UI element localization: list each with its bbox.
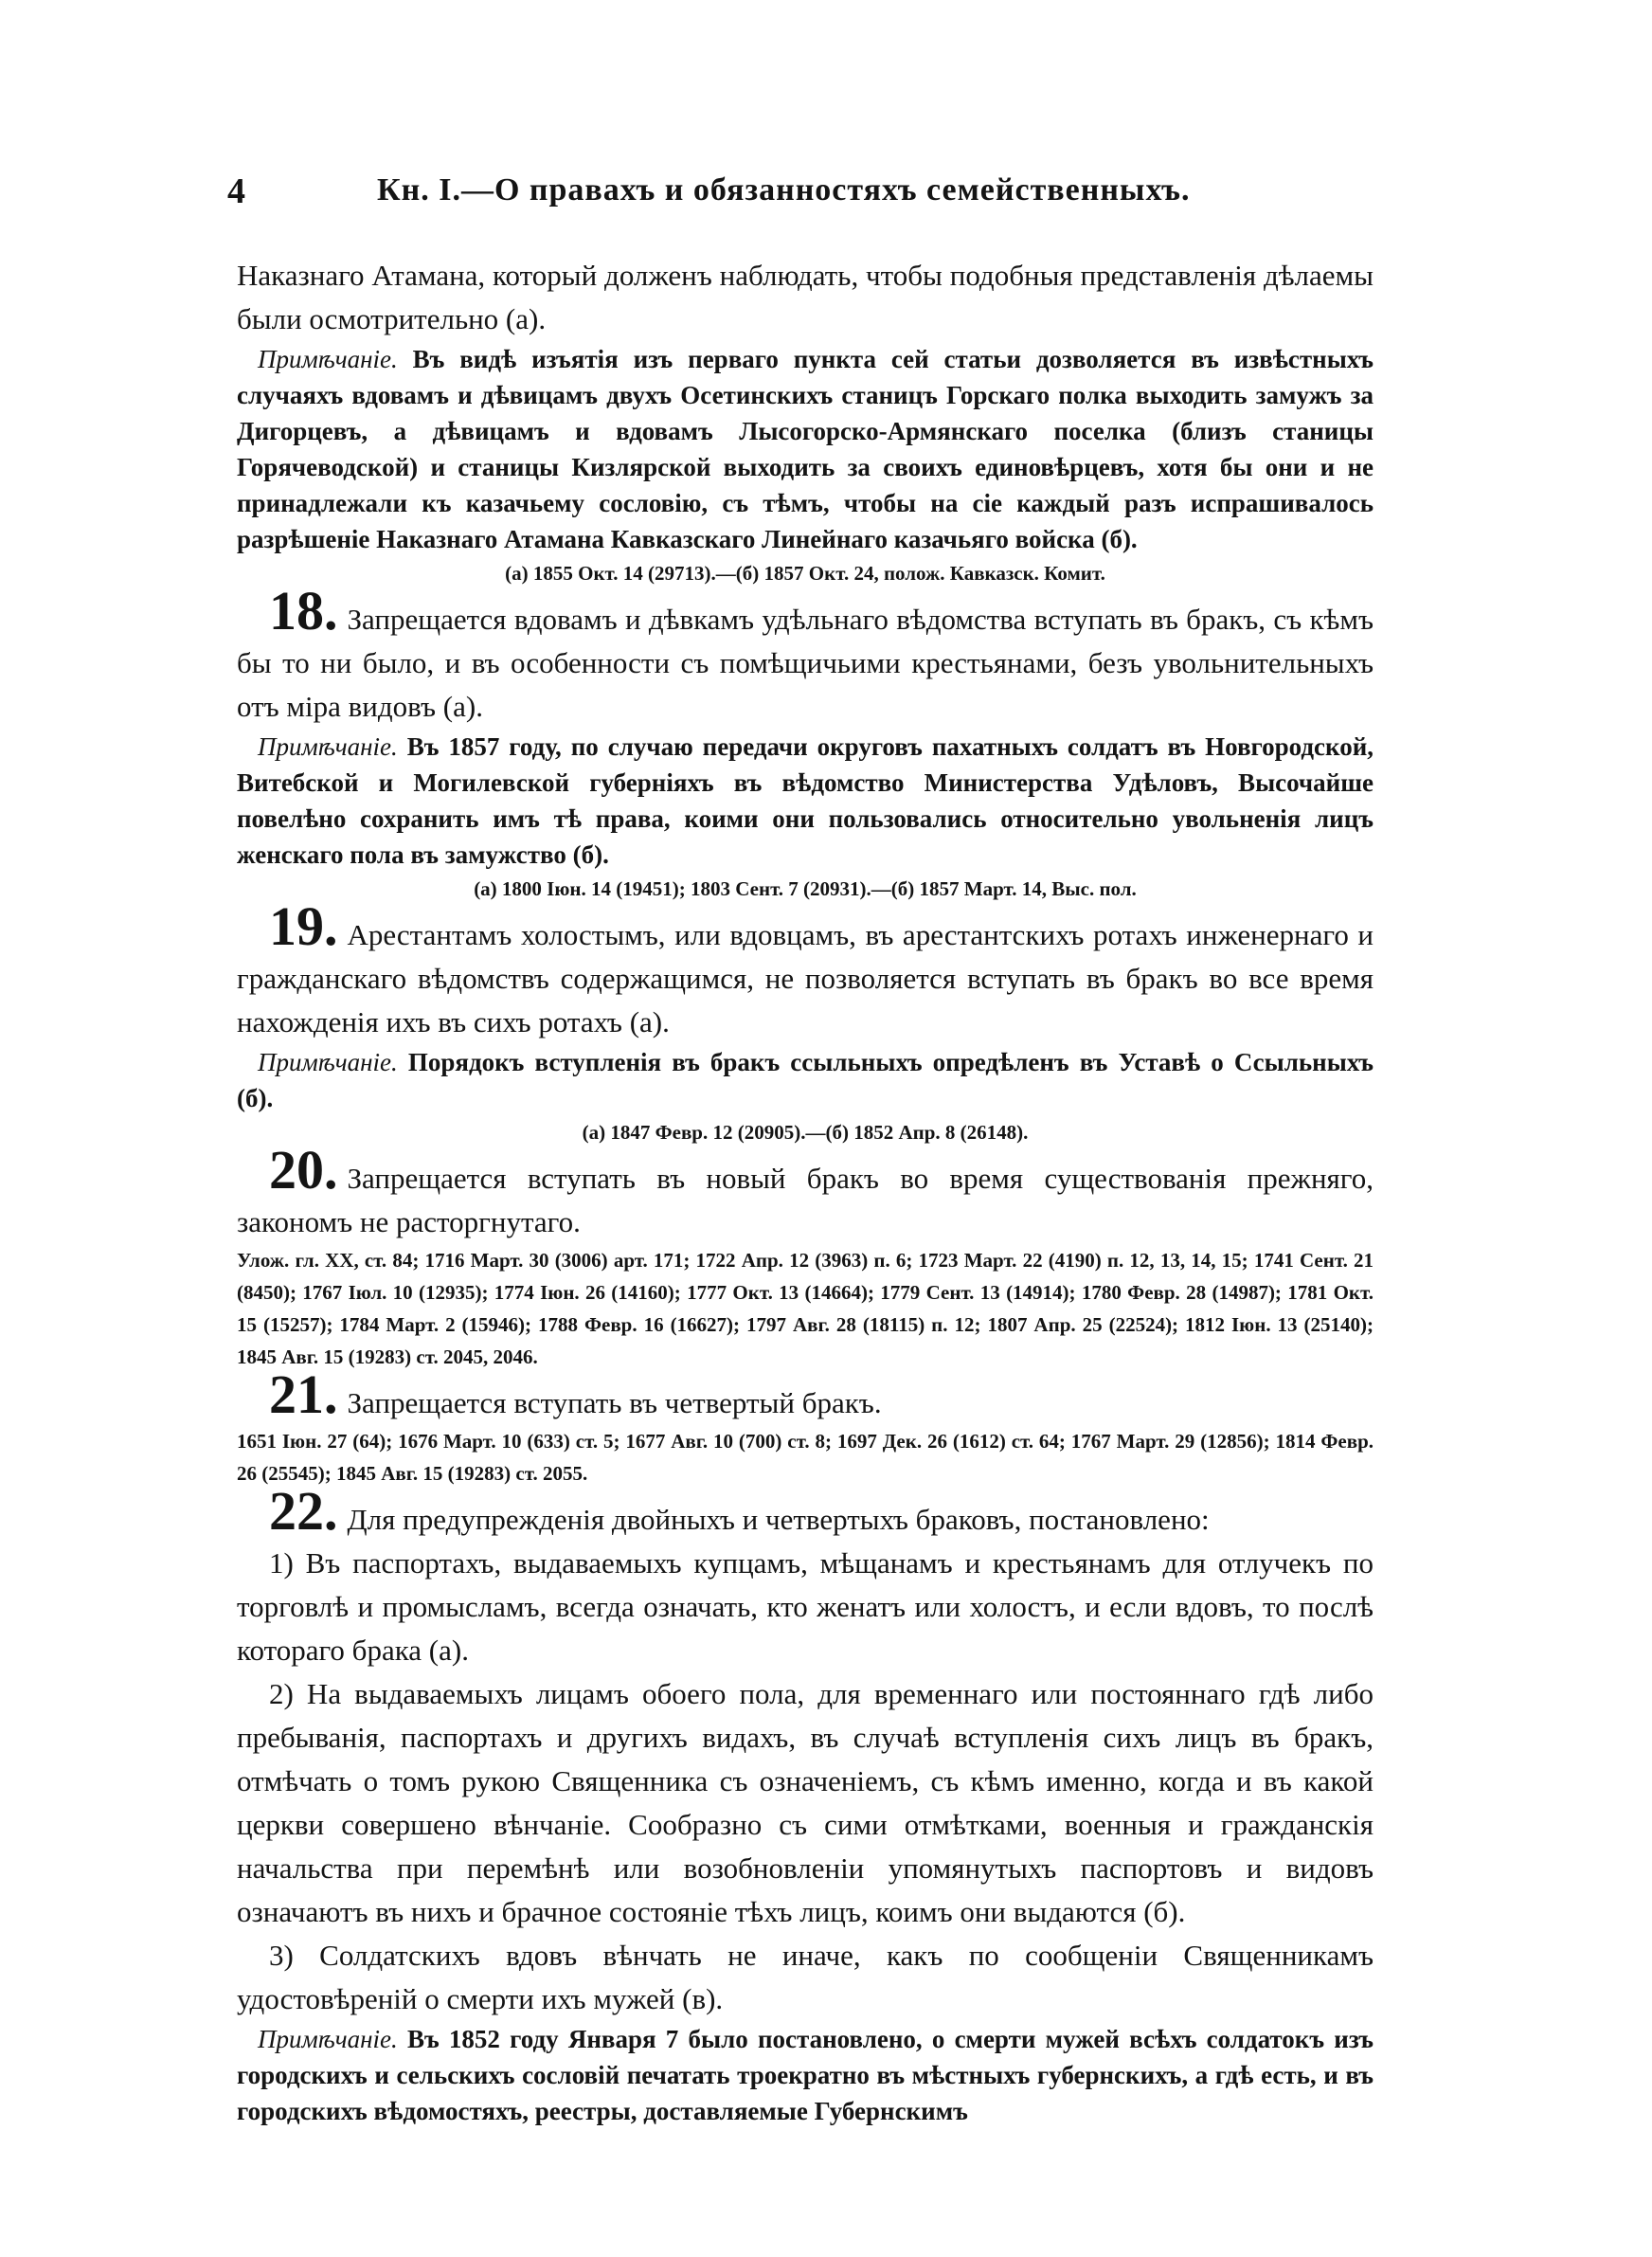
note-text: Въ 1852 году Января 7 было постановлено, о смерти мужей всѣхъ солдатокъ изъ городскихъ и сельскихъ сословій печатать троекратно въ мѣстныхъ губернскихъ, а гдѣ есть, и въ городскихъ вѣдомостяхъ, реестры, доставляемые Губернскимъ: [237, 2025, 1374, 2125]
article-20: [237, 1139, 1374, 1244]
page-body: [237, 254, 1374, 2129]
article-number: 19.: [269, 895, 338, 957]
note-text: Въ видѣ изъятія изъ перваго пункта сей статьи дозволяется въ извѣстныхъ случаяхъ вдовамъ и дѣвицамъ двухъ Осетинскихъ станицъ Горскаго полка выходить замужъ за Дигорцевъ, а дѣвицамъ и вдовамъ Лысогорско-Армянскаго поселка (близъ станицы Горячеводской) и станицы Кизлярской выходить за своихъ единовѣрцевъ, хотя бы они и не принадлежали къ казачьему сословію, съ тѣмъ, чтобы на сіе каждый разъ испрашивалось разрѣшеніе Наказнаго Атамана Кавказскаго Линейнаго казачьяго войска (б).: [237, 345, 1374, 553]
article-22-item-3: 3) Солдатскихъ вдовъ вѣнчать не иначе, какъ по сообщеніи Священникамъ удостовѣреній о смерти ихъ мужей (в).: [237, 1939, 1374, 2015]
intro-note: [237, 341, 1374, 557]
running-title: Кн. I.—О правахъ и обязанностяхъ семейственныхъ.: [377, 172, 1191, 208]
intro-citation: (а) 1855 Окт. 14 (29713).—(б) 1857 Окт. 24, полож. Кавказск. Комит.: [505, 562, 1105, 585]
article-number: 21.: [269, 1363, 338, 1425]
note-label: Примѣчаніе.: [258, 2025, 398, 2053]
note-label: Примѣчаніе.: [258, 345, 398, 373]
page-header: [227, 171, 1364, 227]
article-number: 20.: [269, 1139, 338, 1201]
article-number: 22.: [269, 1480, 338, 1542]
article-21-citation: 1651 Іюн. 27 (64); 1676 Март. 10 (633) ст. 5; 1677 Авг. 10 (700) ст. 8; 1697 Дек. 26 (1612) ст. 64; 1767 Март. 29 (12856); 1814 Февр. 26 (25545); 1845 Авг. 15 (19283) ст. 2055.: [237, 1430, 1374, 1485]
article-20-citation: Улож. гл. XX, ст. 84; 1716 Март. 30 (3006) арт. 171; 1722 Апр. 12 (3963) п. 6; 1723 Март. 22 (4190) п. 12, 13, 14, 15; 1741 Сент. 21 (8450); 1767 Іюл. 10 (12935); 1774 Іюн. 26 (14160); 1777 Окт. 13 (14664); 1779 Сент. 13 (14914); 1780 Февр. 28 (14987); 1781 Окт. 15 (15257); 1784 Март. 2 (15946); 1788 Февр. 16 (16627); 1797 Авг. 28 (18115) п. 12; 1807 Апр. 25 (22524); 1812 Іюн. 13 (25140); 1845 Авг. 15 (19283) ст. 2045, 2046.: [237, 1249, 1374, 1368]
article-text: Для предупрежденія двойныхъ и четвертыхъ браковъ, постановлено:: [347, 1503, 1210, 1536]
note-text: Порядокъ вступленія въ бракъ ссыльныхъ опредѣленъ въ Уставѣ о Ссыльныхъ (б).: [237, 1048, 1374, 1112]
article-text: Запрещается вдовамъ и дѣвкамъ удѣльнаго вѣдомства вступать въ бракъ, съ кѣмъ бы то ни было, и въ особенности съ помѣщичьими крестьянами, безъ увольнительныхъ отъ міра видовъ (а).: [237, 603, 1374, 723]
article-18: [237, 580, 1374, 729]
article-18-note: [237, 729, 1374, 873]
article-19-citation: (а) 1847 Февр. 12 (20905).—(б) 1852 Апр. 8 (26148).: [582, 1121, 1029, 1144]
intro-paragraph: Наказнаго Атамана, который долженъ наблюдать, чтобы подобныя представленія дѣлаемы были осмотрительно (а).: [237, 259, 1374, 335]
article-21: [237, 1363, 1374, 1425]
note-label: Примѣчаніе.: [258, 1048, 398, 1076]
note-label: Примѣчаніе.: [258, 732, 398, 761]
article-18-citation: (а) 1800 Іюн. 14 (19451); 1803 Сент. 7 (20931).—(б) 1857 Март. 14, Выс. пол.: [474, 877, 1137, 900]
page-number: 4: [227, 172, 245, 211]
article-22-item-1: 1) Въ паспортахъ, выдаваемыхъ купцамъ, мѣщанамъ и крестьянамъ для отлучекъ по торговлѣ и промысламъ, всегда означать, кто женатъ или холостъ, и если вдовъ, то послѣ котораго брака (а).: [237, 1546, 1374, 1667]
article-text: Арестантамъ холостымъ, или вдовцамъ, въ арестантскихъ ротахъ инженернаго и гражданскаго вѣдомствъ содержащимся, не позволяется вступать въ бракъ во все время нахожденія ихъ въ сихъ ротахъ (а).: [237, 918, 1374, 1038]
article-19: [237, 895, 1374, 1044]
note-text: Въ 1857 году, по случаю передачи округовъ пахатныхъ солдатъ въ Новгородской, Витебской и Могилевской губерніяхъ въ вѣдомство Министерства Удѣловъ, Высочайше повелѣно сохранить имъ тѣ права, коими они пользовались относительно увольненія лицъ женскаго пола въ замужство (б).: [237, 732, 1374, 869]
article-22: [237, 1480, 1374, 1542]
article-22-note: [237, 2021, 1374, 2129]
article-number: 18.: [269, 580, 338, 641]
article-text: Запрещается вступать въ четвертый бракъ.: [347, 1386, 882, 1419]
article-text: Запрещается вступать въ новый бракъ во время существованія прежняго, закономъ не расторгнутаго.: [237, 1162, 1374, 1238]
article-22-item-2: 2) На выдаваемыхъ лицамъ обоего пола, для временнаго или постояннаго гдѣ либо пребыванія, паспортахъ и другихъ видахъ, въ случаѣ вступленія сихъ лицъ въ бракъ, отмѣчать о томъ рукою Священника съ означеніемъ, съ кѣмъ именно, когда и въ какой церкви совершено вѣнчаніе. Сообразно съ сими отмѣтками, военныя и гражданскія начальства при перемѣнѣ или возобновленіи упомянутыхъ паспортовъ и видовъ означаютъ въ нихъ и брачное состояніе тѣхъ лицъ, коимъ они выдаются (б).: [237, 1677, 1374, 1928]
article-19-note: [237, 1044, 1374, 1116]
